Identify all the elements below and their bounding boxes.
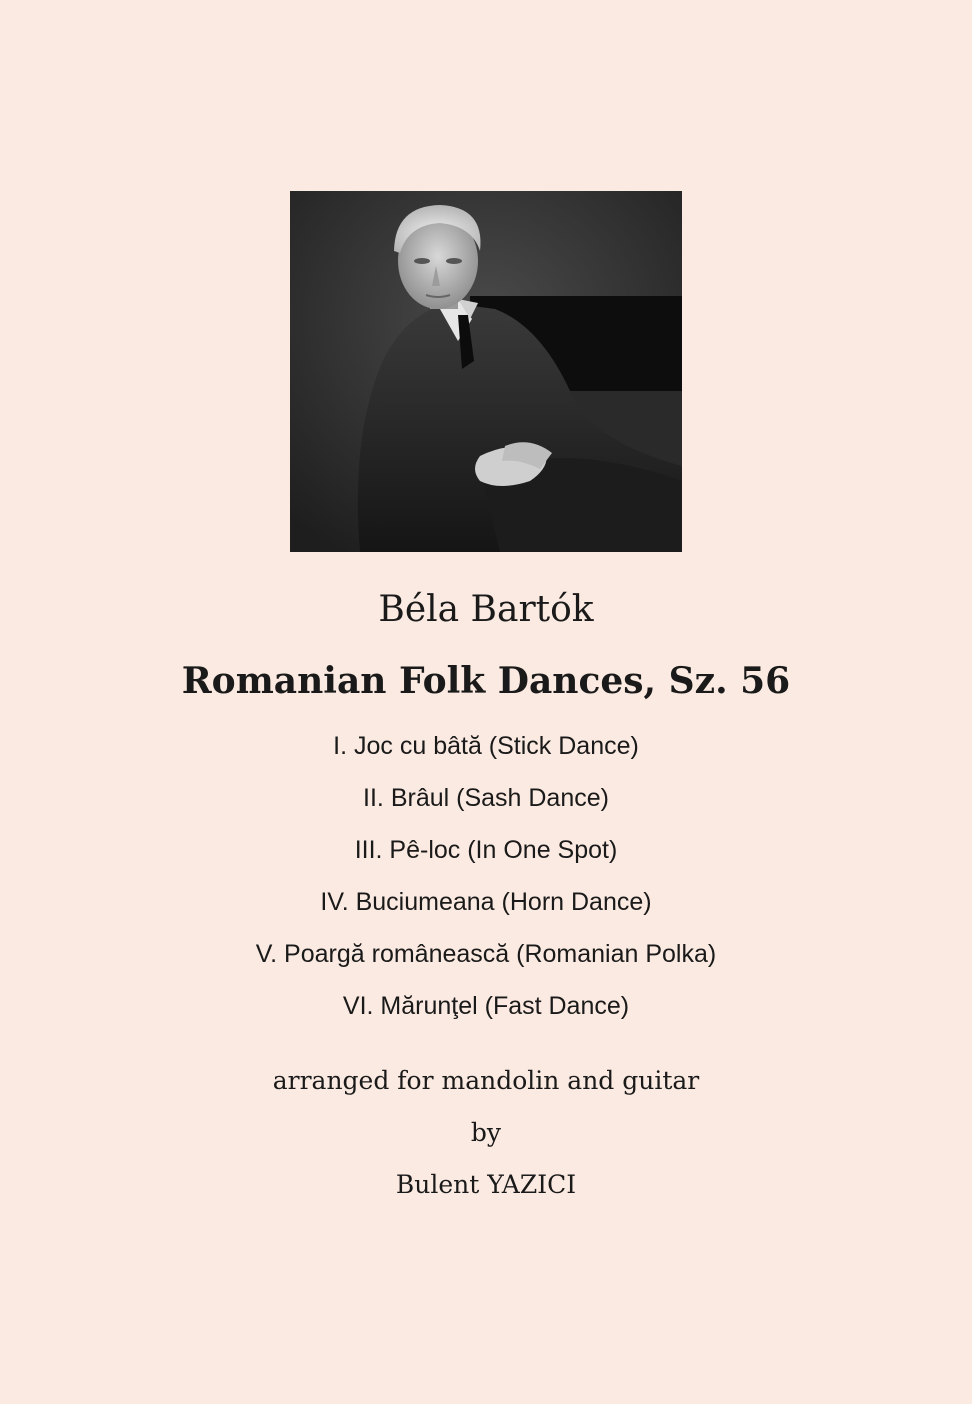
arrangement-note: arranged for mandolin and guitar (272, 1066, 700, 1095)
by-label: by (470, 1118, 502, 1147)
movement-item: I. Joc cu bâtă (Stick Dance) (333, 732, 639, 760)
movement-item: III. Pê-loc (In One Spot) (354, 836, 618, 864)
composer-portrait-photo (290, 191, 682, 552)
work-title: Romanian Folk Dances, Sz. 56 (181, 660, 791, 702)
movement-item: V. Poargă românească (Romanian Polka) (255, 940, 717, 968)
movement-item: II. Brâul (Sash Dance) (363, 784, 609, 812)
arranger-name: Bulent YAZICI (395, 1170, 577, 1199)
movement-list (0, 727, 972, 1039)
composer-name: Béla Bartók (378, 589, 594, 630)
movement-item: VI. Mărunţel (Fast Dance) (342, 992, 630, 1020)
movement-item: IV. Buciumeana (Horn Dance) (320, 888, 652, 916)
